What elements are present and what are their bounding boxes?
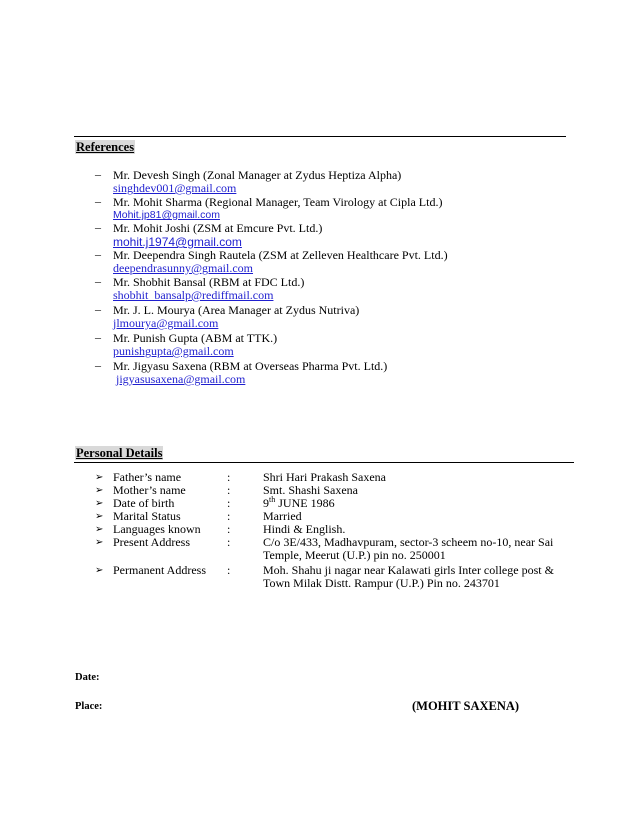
reference-email-link[interactable]: singhdev001@gmail.com [113, 181, 237, 195]
detail-value [263, 497, 563, 510]
detail-label: Date of birth [113, 496, 175, 510]
dash-bullet-icon: – [95, 358, 101, 372]
reference-email-link[interactable]: jigyasusaxena@gmail.com [116, 372, 246, 386]
detail-label: Permanent Address [113, 563, 206, 577]
dash-bullet-icon: – [95, 247, 101, 261]
detail-label: Marital Status [113, 509, 181, 523]
detail-label: Mother’s name [113, 483, 186, 497]
detail-separator: : [227, 509, 231, 523]
detail-label: Present Address [113, 535, 190, 549]
detail-separator: : [227, 522, 231, 536]
reference-email-link[interactable]: mohit.j1974@gmail.com [113, 235, 242, 249]
references-heading: References [76, 140, 135, 154]
dob-rest: JUNE 1986 [275, 496, 335, 510]
dash-bullet-icon: – [95, 274, 101, 288]
reference-email-link[interactable]: deependrasunny@gmail.com [113, 261, 254, 275]
reference-email-link[interactable]: Mohit.jp81@gmail.com [113, 209, 220, 221]
references-rule [74, 136, 566, 137]
reference-name: Mr. Jigyasu Saxena (RBM at Overseas Pharma Pvt. Ltd.) [113, 359, 388, 373]
dash-bullet-icon: – [95, 330, 101, 344]
reference-email-link[interactable]: punishgupta@gmail.com [113, 344, 234, 358]
arrow-bullet-icon: ➢ [95, 511, 104, 522]
dob-ordinal: th [269, 495, 276, 504]
detail-separator: : [227, 496, 231, 510]
detail-separator: : [227, 563, 231, 577]
personal-details-heading: Personal Details [76, 446, 163, 460]
reference-name: Mr. Shobhit Bansal (RBM at FDC Ltd.) [113, 275, 305, 289]
detail-value: Smt. Shashi Saxena [263, 483, 358, 497]
reference-name: Mr. Mohit Joshi (ZSM at Emcure Pvt. Ltd.) [113, 221, 323, 235]
reference-name: Mr. Devesh Singh (Zonal Manager at Zydus Heptiza Alpha) [113, 168, 402, 182]
arrow-bullet-icon: ➢ [95, 524, 104, 535]
dash-bullet-icon: – [95, 220, 101, 234]
arrow-bullet-icon: ➢ [95, 498, 104, 509]
detail-separator: : [227, 483, 231, 497]
place-label: Place: [75, 701, 103, 712]
detail-value: Married [263, 509, 302, 523]
arrow-bullet-icon: ➢ [95, 485, 104, 496]
detail-separator: : [227, 470, 231, 484]
reference-name: Mr. J. L. Mourya (Area Manager at Zydus Nutriva) [113, 303, 360, 317]
reference-email-link[interactable]: shobhit_bansalp@rediffmail.com [113, 288, 274, 302]
reference-name: Mr. Mohit Sharma (Regional Manager, Team Virology at Cipla Ltd.) [113, 195, 443, 209]
reference-name: Mr. Punish Gupta (ABM at TTK.) [113, 331, 278, 345]
date-label: Date: [75, 672, 100, 683]
detail-label: Father’s name [113, 470, 182, 484]
arrow-bullet-icon: ➢ [95, 537, 104, 548]
dash-bullet-icon: – [95, 194, 101, 208]
reference-email-link[interactable]: jlmourya@gmail.com [113, 316, 219, 330]
dash-bullet-icon: – [95, 302, 101, 316]
detail-label: Languages known [113, 522, 201, 536]
reference-name: Mr. Deependra Singh Rautela (ZSM at Zelleven Healthcare Pvt. Ltd.) [113, 248, 448, 262]
arrow-bullet-icon: ➢ [95, 472, 104, 483]
detail-value: Shri Hari Prakash Saxena [263, 470, 386, 484]
arrow-bullet-icon: ➢ [95, 565, 104, 576]
detail-value: Moh. Shahu ji nagar near Kalawati girls Inter college post & Town Milak Distt. Rampur (U.P.) Pin no. 243701 [263, 563, 554, 590]
signature-name: (MOHIT SAXENA) [412, 699, 520, 713]
detail-value: C/o 3E/433, Madhavpuram, sector-3 scheem no-10, near Sai Temple, Meerut (U.P.) pin no. 250001 [263, 535, 554, 562]
detail-separator: : [227, 535, 231, 549]
dob-day: 9 [263, 496, 269, 510]
dash-bullet-icon: – [95, 167, 101, 181]
personal-details-rule [74, 462, 574, 463]
detail-value: Hindi & English. [263, 522, 346, 536]
